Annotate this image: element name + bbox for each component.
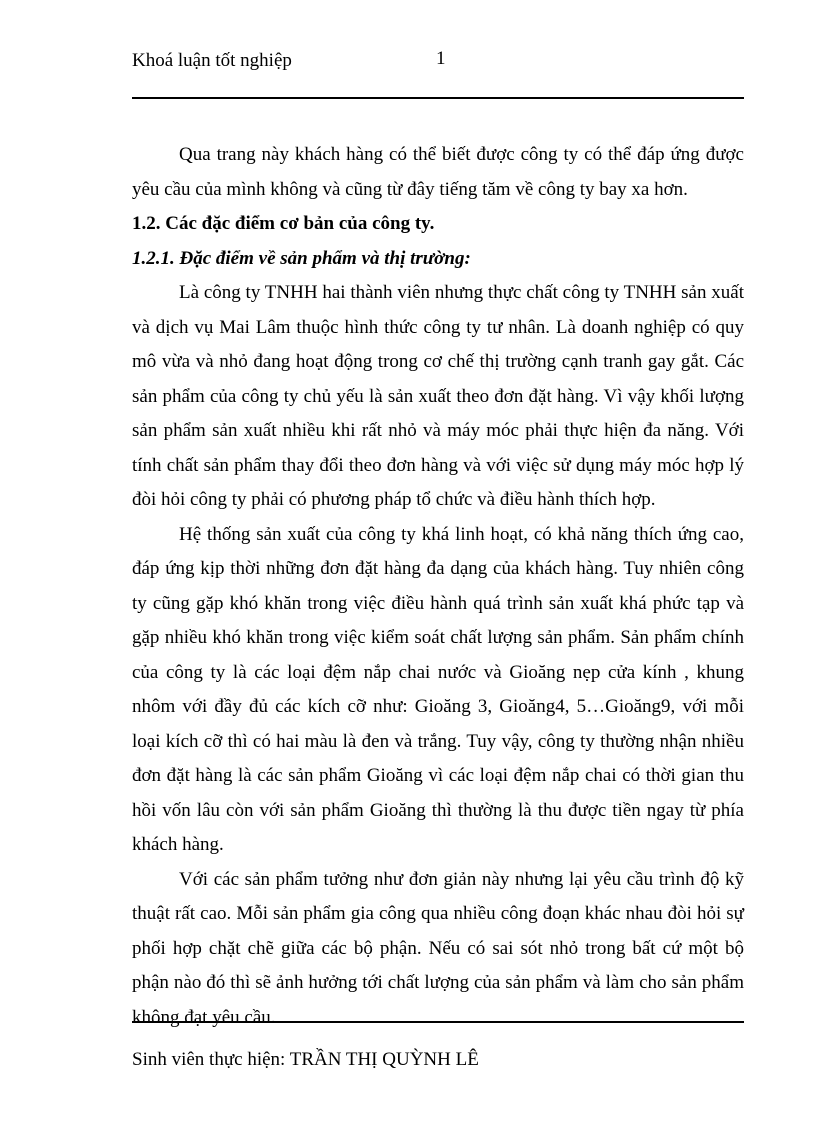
header-title: Khoá luận tốt nghiệp <box>132 50 292 71</box>
paragraph-3: Hệ thống sản xuất của công ty khá linh hoạt, có khả năng thích ứng cao, đáp ứng kịp thời những đơn đặt hàng đa dạng của khách hàng. Tuy nhiên công ty cũng gặp khó khăn trong việc điều hành quá trình sản xuất khá phức tạp và gặp nhiều khó khăn trong việc kiểm soát chất lượng sản phẩm. Sản phẩm chính của công ty là các loại đệm nắp chai nước và Gioăng nẹp cửa kính , khung nhôm với đầy đủ các kích cỡ như: Gioăng 3, Gioăng4, 5…Gioăng9, với mỗi loại kích cỡ thì có hai màu là đen và trắng. Tuy vậy, công ty thường nhận nhiều đơn đặt hàng là các sản phẩm Gioăng vì các loại đệm nắp chai có thời gian thu hồi vốn lâu còn với sản phẩm Gioăng thì thường là thu được tiền ngay từ phía khách hàng. <box>132 523 744 855</box>
section-heading-1-2-1: 1.2.1. Đặc điểm về sản phẩm và thị trường: <box>132 247 471 269</box>
footer-divider <box>132 1021 744 1023</box>
section-heading-1-2: 1.2. Các đặc điểm cơ bản của công ty. <box>132 213 435 234</box>
paragraph-2: Là công ty TNHH hai thành viên nhưng thực chất công ty TNHH sản xuất và dịch vụ Mai Lâm thuộc hình thức công ty tư nhân. Là doanh nghiệp có quy mô vừa và nhỏ đang hoạt động trong cơ chế thị trường cạnh tranh gay gắt. Các sản phẩm của công ty chủ yếu là sản xuất theo đơn đặt hàng. Vì vậy khối lượng sản phẩm sản xuất nhiều khi rất nhỏ và máy móc phải thực hiện đa năng. Với tính chất sản phẩm thay đổi theo đơn hàng và với việc sử dụng máy móc hợp lý đòi hỏi công ty phải có phương pháp tổ chức và điều hành thích hợp. <box>132 282 744 510</box>
page-footer: Sinh viên thực hiện: TRẦN THỊ QUỲNH LÊ <box>132 1049 479 1070</box>
header-divider <box>132 97 744 99</box>
paragraph-4: Với các sản phẩm tưởng như đơn giản này nhưng lại yêu cầu trình độ kỹ thuật rất cao. Mỗi sản phẩm gia công qua nhiều công đoạn khác nhau đòi hỏi sự phối hợp chặt chẽ giữa các bộ phận. Nếu có sai sót nhỏ trong bất cứ một bộ phận nào đó thì sẽ ảnh hưởng tới chất lượng của sản phẩm và làm cho sản phẩm không đạt yêu cầu. <box>132 868 744 1028</box>
page-body <box>132 138 744 1035</box>
page-number: 1 <box>436 48 446 69</box>
page-header <box>132 50 744 80</box>
paragraph-1: Qua trang này khách hàng có thể biết được công ty có thể đáp ứng được yêu cầu của mình không và cũng từ đây tiếng tăm về công ty bay xa hơn. <box>132 144 744 200</box>
